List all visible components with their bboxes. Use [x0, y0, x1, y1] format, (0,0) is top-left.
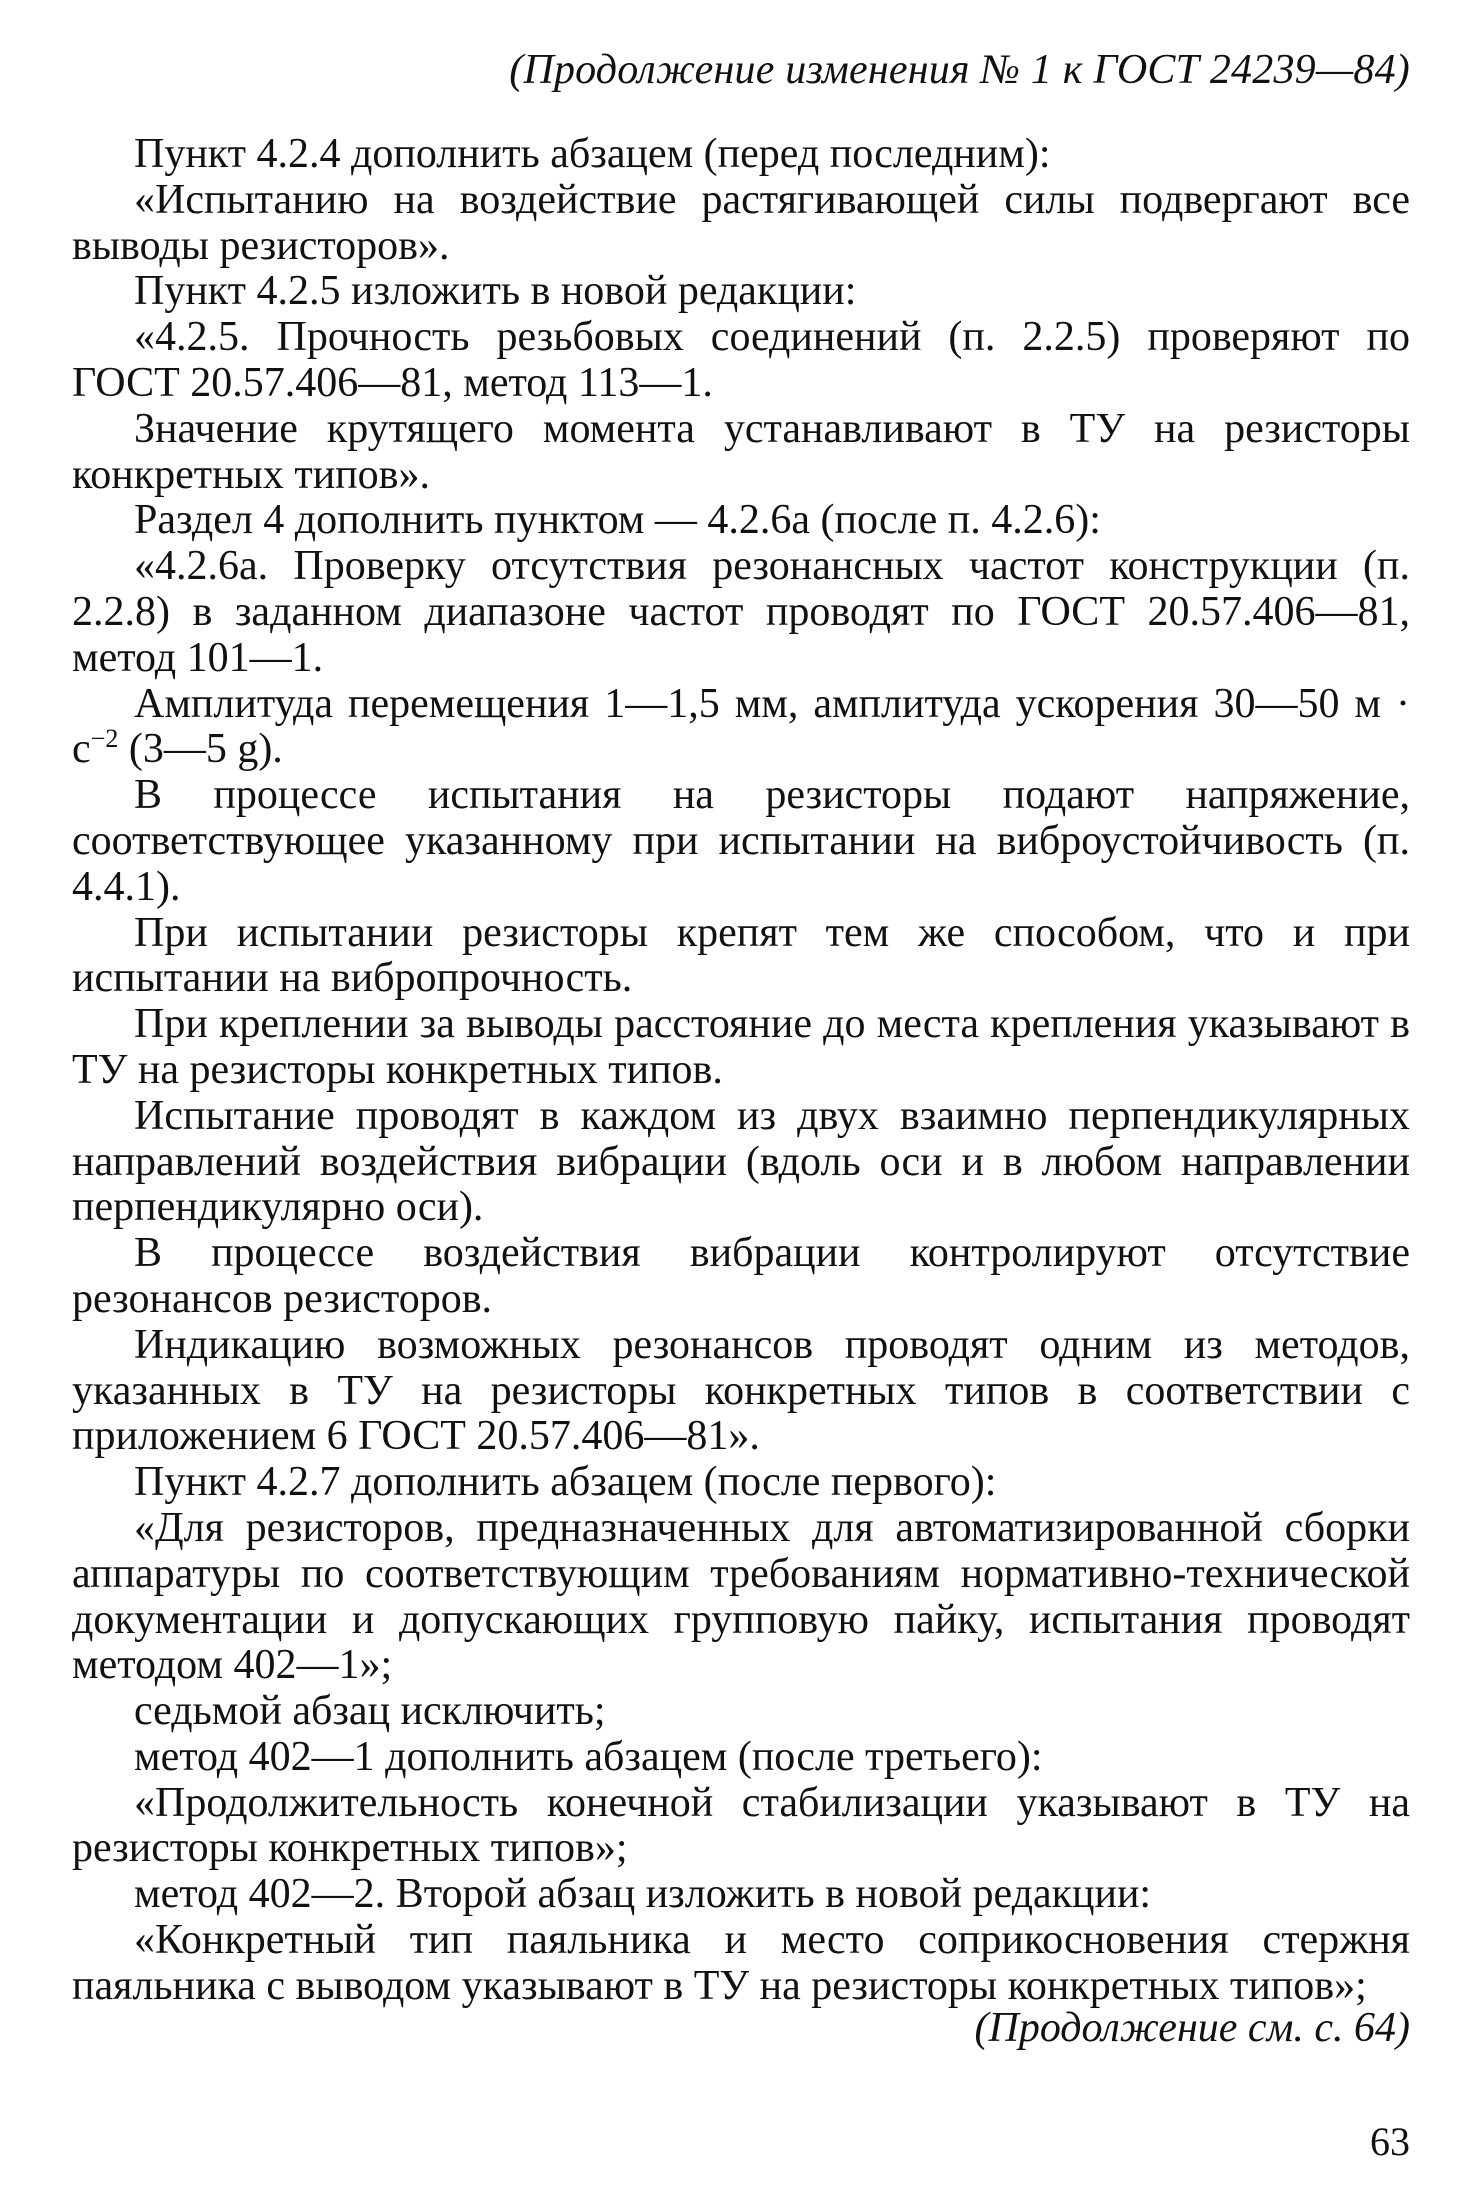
body-text	[72, 132, 1410, 2010]
paragraph-19: «Продолжительность конечной стабилизации указывают в ТУ на резисторы конкретных типов»;	[72, 1779, 1410, 1872]
paragraph-7: «4.2.6а. Проверку отсутствия резонансных частот конструкции (п. 2.2.8) в заданном диапазоне частот проводят по ГОСТ 20.57.406—81, метод 101—1.	[72, 543, 1410, 681]
paragraph-12: Испытание проводят в каждом из двух взаимно перпендикулярных направлений воздействия вибрации (вдоль оси и в любом направлении перпендикулярно оси).	[72, 1092, 1410, 1231]
amplitude-superscript: −2	[90, 724, 119, 754]
paragraph-17: седьмой абзац исключить;	[134, 1688, 606, 1735]
continuation-footer: (Продолжение см. с. 64)	[974, 2005, 1410, 2051]
paragraph-3: Пункт 4.2.5 изложить в новой редакции:	[134, 268, 857, 315]
paragraph-1: Пункт 4.2.4 дополнить абзацем (перед последним):	[134, 131, 1051, 177]
paragraph-21: «Конкретный тип паяльника и место соприкосновения стержня паяльника с выводом указывают в ТУ на резисторы конкретных типов»;	[72, 1917, 1410, 2009]
paragraph-9: В процессе испытания на резисторы подают напряжение, соответствующее указанному при испытании на виброустойчивость (п. 4.4.1).	[72, 772, 1410, 910]
amplitude-text: Амплитуда перемещения 1—1,5 мм, амплитуда ускорения 30—50 м · с	[72, 680, 1410, 773]
paragraph-18: метод 402—1 дополнить абзацем (после третьего):	[134, 1733, 1043, 1780]
paragraph-4: «4.2.5. Прочность резьбовых соединений (п. 2.2.5) проверяют по ГОСТ 20.57.406—81, метод 113—1.	[72, 314, 1410, 406]
paragraph-20: метод 402—2. Второй абзац изложить в новой редакции:	[134, 1871, 1152, 1918]
paragraph-11: При креплении за выводы расстояние до места крепления указывают в ТУ на резисторы конкретных типов.	[72, 1001, 1410, 1093]
paragraph-5: Значение крутящего момента устанавливают в ТУ на резисторы конкретных типов».	[72, 405, 1410, 498]
document-page	[72, 40, 1410, 2164]
paragraph-15: Пункт 4.2.7 дополнить абзацем (после первого):	[134, 1459, 997, 1506]
continuation-header: (Продолжение изменения № 1 к ГОСТ 24239—84)	[509, 47, 1410, 93]
amplitude-tail: (3—5 g).	[118, 726, 283, 773]
paragraph-6: Раздел 4 дополнить пунктом — 4.2.6а (после п. 4.2.6):	[134, 497, 1101, 544]
paragraph-10: При испытании резисторы крепят тем же способом, что и при испытании на вибропрочность.	[72, 909, 1410, 1002]
paragraph-8	[72, 682, 1410, 774]
paragraph-16: «Для резисторов, предназначенных для автоматизированной сборки аппаратуры по соответствующим требованиям нормативно-технической документации и допускающих групповую пайку, испытания проводят методом 402—1»;	[72, 1504, 1410, 1689]
paragraph-2: «Испытанию на воздействие растягивающей силы подвергают все выводы резисторов».	[72, 176, 1410, 269]
page-number: 63	[1370, 2119, 1410, 2164]
paragraph-14: Индикацию возможных резонансов проводят одним из методов, указанных в ТУ на резисторы конкретных типов в соответствии с приложением 6 ГОСТ 20.57.406—81».	[72, 1321, 1410, 1460]
paragraph-13: В процессе воздействия вибрации контролируют отсутствие резонансов резисторов.	[72, 1230, 1410, 1322]
